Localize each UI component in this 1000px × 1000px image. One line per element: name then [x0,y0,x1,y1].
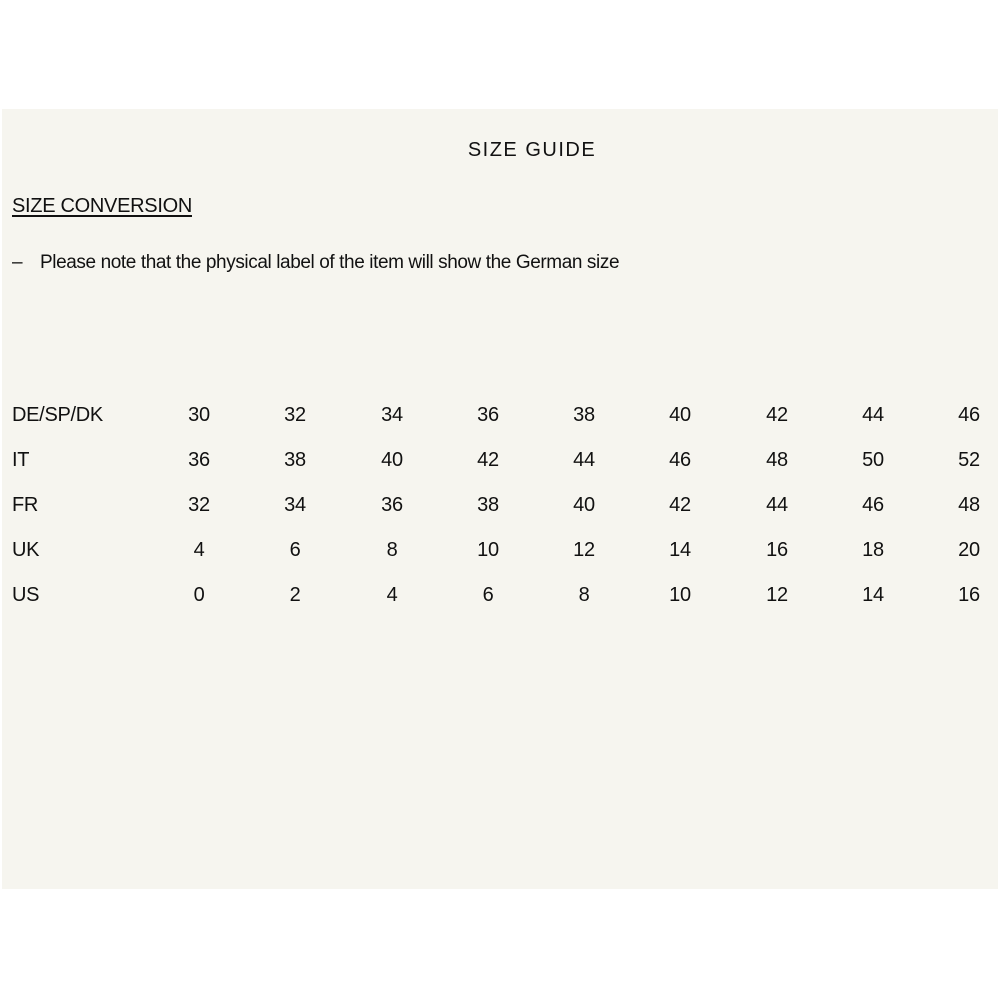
size-cell: 12 [573,539,595,561]
size-cell: 12 [766,584,788,606]
size-cell: 8 [386,539,398,561]
table-row-it [12,449,992,479]
size-cell: 46 [862,494,884,516]
size-cell: 46 [958,404,980,426]
row-label: US [12,584,40,606]
size-cell: 36 [381,494,403,516]
size-cell: 18 [862,539,884,561]
german-size-note [12,252,619,274]
size-conversion-table [12,404,992,634]
size-cell: 10 [669,584,691,606]
size-cell: 48 [766,449,788,471]
size-cell: 40 [381,449,403,471]
size-cell: 0 [193,584,205,606]
size-cell: 6 [289,539,301,561]
size-cell: 42 [669,494,691,516]
size-cell: 34 [381,404,403,426]
size-cell: 48 [958,494,980,516]
size-conversion-heading: SIZE CONVERSION [12,195,192,217]
size-cell: 36 [477,404,499,426]
row-label: FR [12,494,39,516]
size-cell: 30 [188,404,210,426]
size-cell: 14 [669,539,691,561]
size-guide-panel [2,109,998,889]
size-cell: 34 [284,494,306,516]
size-cell: 10 [477,539,499,561]
size-cell: 42 [477,449,499,471]
row-label: UK [12,539,40,561]
size-cell: 20 [958,539,980,561]
size-cell: 38 [477,494,499,516]
size-cell: 32 [188,494,210,516]
size-cell: 50 [862,449,884,471]
table-row-de-sp-dk [12,404,992,434]
size-cell: 38 [573,404,595,426]
size-cell: 52 [958,449,980,471]
table-row-fr [12,494,992,524]
size-cell: 14 [862,584,884,606]
size-cell: 4 [386,584,398,606]
size-cell: 44 [862,404,884,426]
size-cell: 40 [573,494,595,516]
size-cell: 16 [958,584,980,606]
size-cell: 32 [284,404,306,426]
size-cell: 6 [482,584,494,606]
note-dash: – [12,252,23,273]
size-cell: 44 [573,449,595,471]
size-cell: 44 [766,494,788,516]
row-label: DE/SP/DK [12,404,103,426]
size-cell: 42 [766,404,788,426]
size-cell: 38 [284,449,306,471]
table-row-uk [12,539,992,569]
note-text: Please note that the physical label of the item will show the German size [40,252,620,273]
size-cell: 16 [766,539,788,561]
size-cell: 4 [193,539,205,561]
size-cell: 36 [188,449,210,471]
size-cell: 40 [669,404,691,426]
page-title: SIZE GUIDE [467,139,597,161]
row-label: IT [12,449,30,471]
size-cell: 46 [669,449,691,471]
size-cell: 8 [578,584,590,606]
table-row-us [12,584,992,614]
size-cell: 2 [289,584,301,606]
